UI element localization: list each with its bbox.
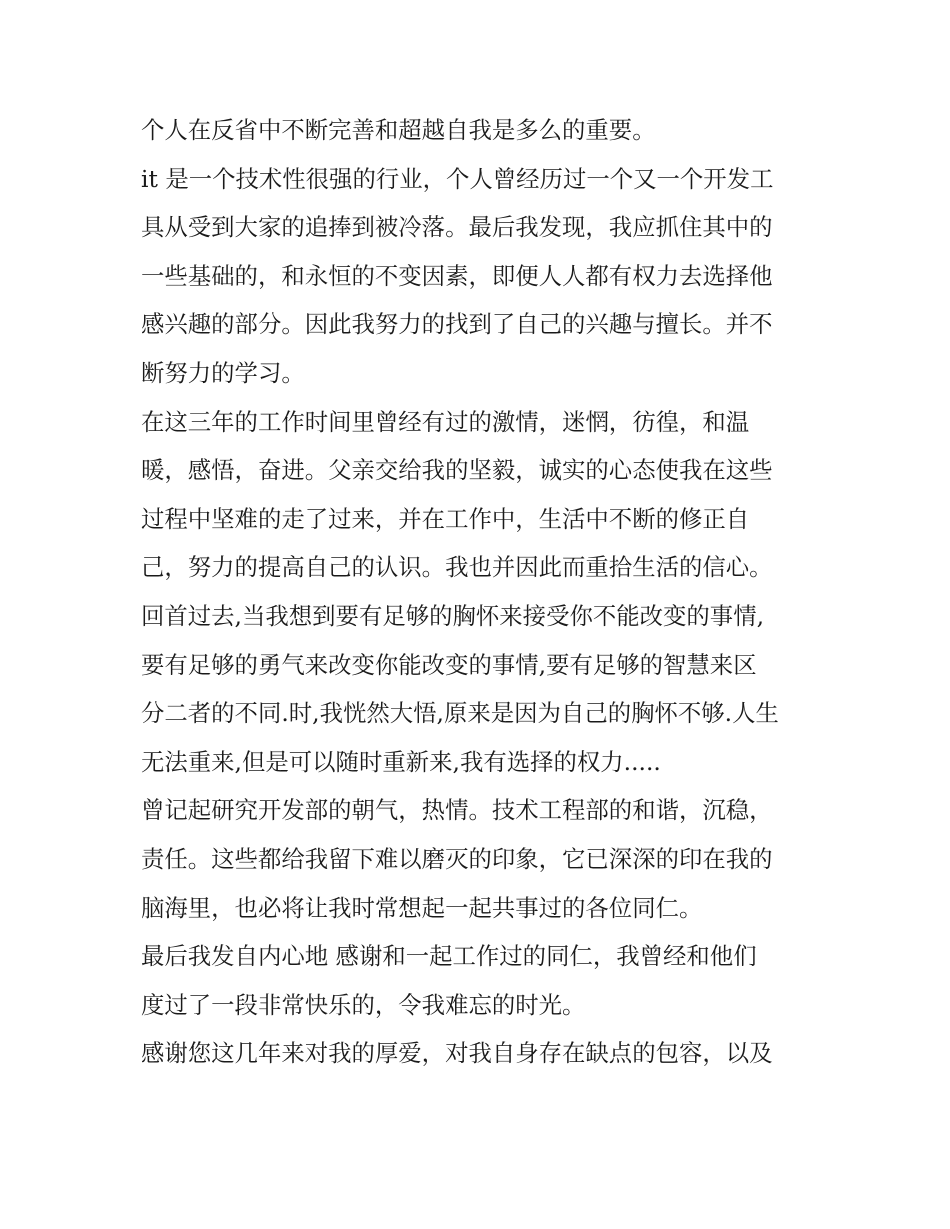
text-line: 回首过去,当我想到要有足够的胸怀来接受你不能改变的事情, xyxy=(141,601,765,630)
text-line: 无法重来,但是可以随时重新来,我有选择的权力..... xyxy=(141,747,661,776)
text-line: 个人在反省中不断完善和超越自我是多么的重要。 xyxy=(141,116,656,144)
text-line: 己，努力的提高自己的认识。我也并因此而重拾生活的信心。 xyxy=(141,553,773,582)
text-line: 分二者的不同.时,我恍然大悟,原来是因为自己的胸怀不够.人生 xyxy=(141,699,779,728)
text-line: 感兴趣的部分。因此我努力的找到了自己的兴趣与擅长。并不 xyxy=(141,310,773,339)
text-line: 责任。这些都给我留下难以磨灭的印象，它已深深的印在我的 xyxy=(141,844,773,873)
text-line: 在这三年的工作时间里曾经有过的激情，迷惘，彷徨，和温 xyxy=(141,407,750,436)
text-line: 曾记起研究开发部的朝气，热情。技术工程部的和谐，沉稳， xyxy=(141,796,773,825)
text-line: 过程中坚难的走了过来，并在工作中，生活中不断的修正自 xyxy=(141,504,750,533)
text-line: 要有足够的勇气来改变你能改变的事情,要有足够的智慧来区 xyxy=(141,650,757,679)
text-line: 脑海里，也必将让我时常想起一起共事过的各位同仁。 xyxy=(141,893,703,922)
text-line: 度过了一段非常快乐的，令我难忘的时光。 xyxy=(141,990,586,1019)
text-line: 具从受到大家的追捧到被冷落。最后我发现，我应抓住其中的 xyxy=(141,213,773,242)
text-line: 暖，感悟，奋进。父亲交给我的坚毅，诚实的心态使我在这些 xyxy=(141,456,773,485)
text-line: 最后我发自内心地 感谢和一起工作过的同仁，我曾经和他们 xyxy=(141,942,757,971)
text-line: 断努力的学习。 xyxy=(141,358,305,387)
text-line: 一些基础的，和永恒的不变因素，即便人人都有权力去选择他 xyxy=(141,261,773,290)
text-line: 感谢您这几年来对我的厚爱，对我自身存在缺点的包容，以及 xyxy=(141,1039,773,1068)
text-line: it 是一个技术性很强的行业，个人曾经历过一个又一个开发工 xyxy=(141,164,774,193)
document-body xyxy=(141,106,821,1078)
